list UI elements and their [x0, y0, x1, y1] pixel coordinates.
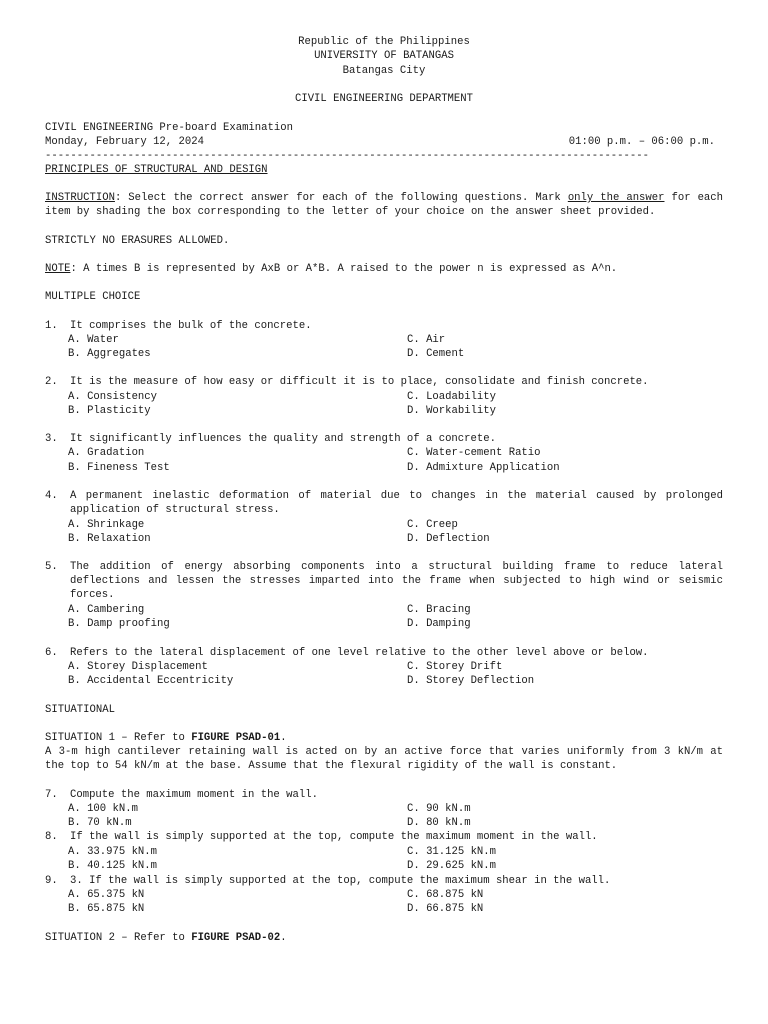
q1-option-c: C. Air: [407, 334, 446, 346]
situational-heading: SITUATIONAL: [45, 704, 115, 716]
situation-2-figure: FIGURE PSAD-02: [191, 932, 281, 944]
q8-option-c: C. 31.125 kN.m: [407, 846, 497, 858]
question-number: 7.: [45, 789, 58, 801]
q3-option-d: D. Admixture Application: [407, 462, 560, 474]
situation-2-heading: [45, 931, 287, 945]
q5-option-b: B. Damp proofing: [68, 618, 170, 630]
department-line: CIVIL ENGINEERING DEPARTMENT: [294, 93, 473, 105]
question-number: 4.: [45, 490, 58, 502]
question-5: [45, 560, 723, 603]
q3-option-a: A. Gradation: [68, 447, 145, 459]
exam-date-row: [45, 135, 715, 149]
note-label: NOTE: [45, 263, 71, 275]
question-number: 1.: [45, 320, 58, 332]
instruction-paragraph: [45, 191, 723, 219]
question-number: 3.: [45, 433, 58, 445]
q8-option-b: B. 40.125 kN.m: [68, 860, 158, 872]
situation-2-prefix: SITUATION 2 – Refer to: [45, 932, 192, 944]
instruction-text-b: for each item by shading the box corresponding to the letter of your choice on the answer sheet provided.: [45, 192, 724, 219]
q6-option-b: B. Accidental Eccentricity: [68, 675, 234, 687]
situation-1-text: A 3-m high cantilever retaining wall is acted on by an active force that varies uniformly from 3 kN/m at the top to 54 kN/m at the base. Assume that the flexural rigidity of the wall is constant.: [45, 746, 723, 773]
question-text: 3. If the wall is simply supported at the top, compute the maximum shear in the wall.: [70, 875, 611, 887]
situation-1-suffix: .: [280, 732, 287, 744]
q2-option-c: C. Loadability: [407, 391, 497, 403]
question-number: 2.: [45, 376, 58, 388]
question-number: 5.: [45, 561, 58, 573]
question-text: Compute the maximum moment in the wall.: [70, 789, 318, 801]
q8-option-d: D. 29.625 kN.m: [407, 860, 497, 872]
q7-option-c: C. 90 kN.m: [407, 803, 471, 815]
question-6: [45, 646, 723, 660]
question-text: It comprises the bulk of the concrete.: [70, 320, 312, 332]
q5-option-a: A. Cambering: [68, 604, 145, 616]
multiple-choice-heading: MULTIPLE CHOICE: [45, 291, 141, 303]
q7-option-a: A. 100 kN.m: [68, 803, 138, 815]
situation-2-suffix: .: [280, 932, 287, 944]
situation-1-figure: FIGURE PSAD-01: [191, 732, 281, 744]
instruction-text-a: : Select the correct answer for each of the following questions. Mark: [114, 192, 568, 204]
q5-option-c: C. Bracing: [407, 604, 471, 616]
question-8: [45, 830, 723, 844]
q2-option-a: A. Consistency: [68, 391, 158, 403]
q7-option-d: D. 80 kN.m: [407, 817, 471, 829]
q5-option-d: D. Damping: [407, 618, 471, 630]
q1-option-d: D. Cement: [407, 348, 465, 360]
divider: -----------------------------------------------------------------------------------------------: [45, 150, 649, 162]
country-line: Republic of the Philippines: [298, 36, 470, 48]
question-text: Refers to the lateral displacement of one level relative to the other level above or below.: [70, 647, 649, 659]
q4-option-d: D. Deflection: [407, 533, 490, 545]
city-line: Batangas City: [342, 65, 426, 77]
exam-title: CIVIL ENGINEERING Pre-board Examination: [45, 122, 293, 134]
q4-option-b: B. Relaxation: [68, 533, 151, 545]
q8-option-a: A. 33.975 kN.m: [68, 846, 158, 858]
q9-option-a: A. 65.375 kN: [68, 889, 145, 901]
instruction-warning: STRICTLY NO ERASURES ALLOWED.: [45, 235, 230, 247]
question-text: If the wall is simply supported at the top, compute the maximum moment in the wall.: [70, 831, 598, 843]
situation-1-prefix: SITUATION 1 – Refer to: [45, 732, 192, 744]
note-line: [45, 262, 617, 276]
instruction-label: INSTRUCTION: [45, 192, 115, 204]
question-7: [45, 788, 723, 802]
question-4: [45, 489, 723, 517]
q9-option-c: C. 68.875 kN: [407, 889, 484, 901]
question-2: [45, 375, 723, 389]
question-number: 6.: [45, 647, 58, 659]
question-number: 8.: [45, 831, 58, 843]
subject-title: PRINCIPLES OF STRUCTURAL AND DESIGN: [45, 164, 268, 176]
exam-time: 01:00 p.m. – 06:00 p.m.: [568, 136, 715, 148]
instruction-emphasis: only the answer: [567, 192, 665, 204]
university-line: UNIVERSITY OF BATANGAS: [314, 50, 454, 62]
q4-option-a: A. Shrinkage: [68, 519, 145, 531]
q7-option-b: B. 70 kN.m: [68, 817, 132, 829]
question-text: The addition of energy absorbing components into a structural building frame to reduce lateral deflections and lessen the stresses imparted into the frame when subjected to high wind or seismic forces.: [70, 561, 723, 602]
question-1: [45, 319, 723, 333]
q9-option-d: D. 66.875 kN: [407, 903, 484, 915]
note-text: : A times B is represented by AxB or A*B. A raised to the power n is expressed as A^n.: [70, 263, 618, 275]
question-text: A permanent inelastic deformation of material due to changes in the material caused by prolonged application of structural stress.: [70, 490, 723, 517]
question-number: 9.: [45, 875, 58, 887]
q1-option-a: A. Water: [68, 334, 119, 346]
question-3: [45, 432, 723, 446]
exam-date: Monday, February 12, 2024: [45, 136, 204, 148]
situation-1-heading: [45, 731, 287, 745]
q6-option-c: C. Storey Drift: [407, 661, 503, 673]
question-9: [45, 874, 723, 888]
q3-option-c: C. Water-cement Ratio: [407, 447, 541, 459]
q9-option-b: B. 65.875 kN: [68, 903, 145, 915]
q2-option-b: B. Plasticity: [68, 405, 151, 417]
question-text: It significantly influences the quality and strength of a concrete.: [70, 433, 496, 445]
q1-option-b: B. Aggregates: [68, 348, 151, 360]
question-text: It is the measure of how easy or difficult it is to place, consolidate and finish concrete.: [70, 376, 649, 388]
q6-option-a: A. Storey Displacement: [68, 661, 208, 673]
q6-option-d: D. Storey Deflection: [407, 675, 535, 687]
q4-option-c: C. Creep: [407, 519, 458, 531]
q2-option-d: D. Workability: [407, 405, 497, 417]
q3-option-b: B. Fineness Test: [68, 462, 170, 474]
